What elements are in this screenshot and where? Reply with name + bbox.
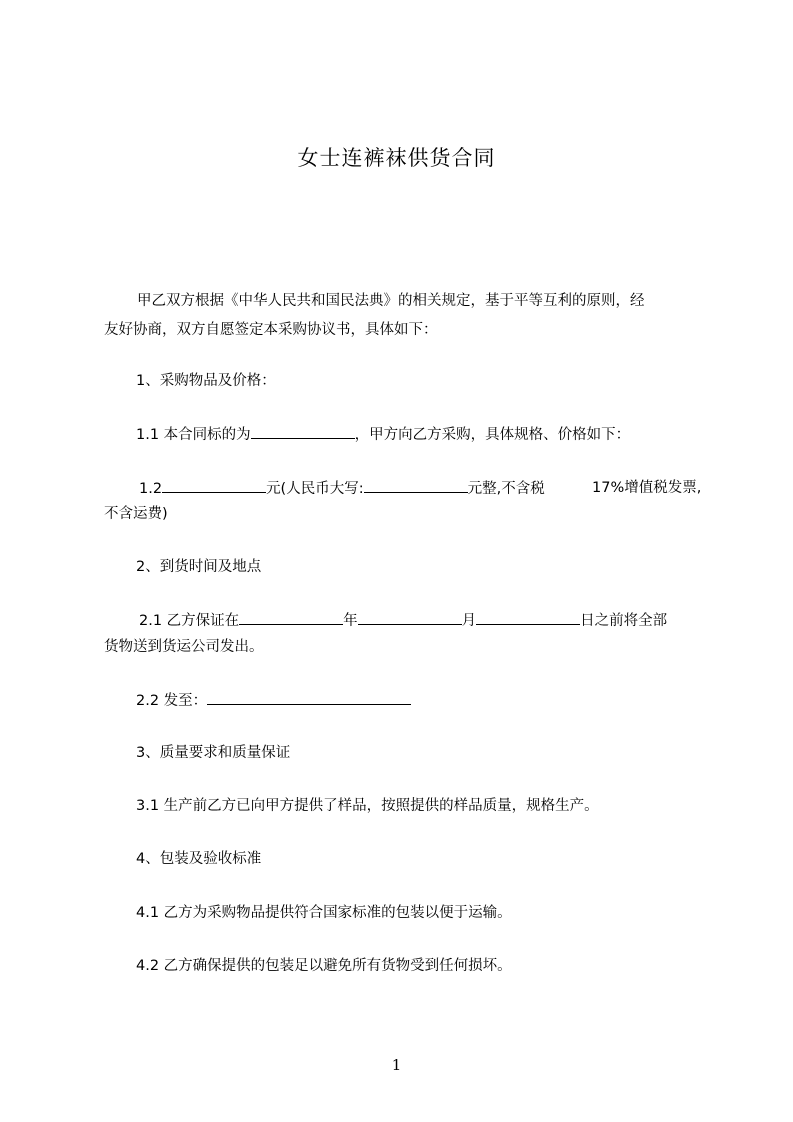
year-blank[interactable] (239, 610, 343, 625)
clause-2-1 (139, 610, 667, 631)
month-blank[interactable] (358, 610, 462, 625)
clause-1-1-suffix: ，甲方向乙方采购，具体规格、价格如下： (354, 427, 631, 443)
clause-1-2-mid1: 元(人民币大写: (266, 481, 364, 497)
destination-blank[interactable] (207, 690, 411, 705)
clause-3-1: 3.1 生产前乙方已向甲方提供了样品，按照提供的样品质量，规格生产。 (136, 798, 599, 814)
clause-2-2-prefix: 2.2 发至： (136, 693, 208, 709)
clause-2-2 (136, 690, 411, 711)
intro-line-2: 友好协商，双方自愿签定本采购协议书，具体如下： (104, 322, 438, 338)
amount-blank[interactable] (162, 478, 266, 493)
page-number: 1 (391, 1056, 402, 1074)
section-2-heading: 2、到货时间及地点 (136, 559, 262, 575)
clause-1-2-mid2: 元整,不含税 (467, 481, 545, 497)
clause-2-1-prefix: 2.1 乙方保证在 (139, 613, 240, 629)
section-4-heading: 4、包装及验收标准 (136, 851, 262, 867)
section-1-heading: 1、采购物品及价格： (136, 373, 276, 389)
clause-4-2: 4.2 乙方确保提供的包装足以避免所有货物受到任何损坏。 (136, 958, 512, 974)
amount-words-blank[interactable] (364, 478, 468, 493)
clause-1-1 (136, 424, 630, 445)
clause-2-1-line-2: 货物送到货运公司发出。 (104, 639, 264, 655)
section-3-heading: 3、质量要求和质量保证 (136, 745, 291, 761)
clause-1-2-prefix: 1.2 (139, 481, 163, 497)
intro-line-1: 甲乙双方根据《中华人民共和国民法典》的相关规定，基于平等互利的原则，经 (137, 293, 645, 309)
year-label: 年 (343, 613, 358, 629)
subject-blank[interactable] (251, 424, 355, 439)
clause-1-2-tax: 17%增值税发票, (592, 480, 702, 496)
day-blank[interactable] (476, 610, 580, 625)
clause-1-2-line-2: 不含运费) (104, 506, 168, 522)
document-title: 女士连裤袜供货合同 (297, 146, 496, 170)
clause-4-1: 4.1 乙方为采购物品提供符合国家标准的包装以便于运输。 (136, 905, 512, 921)
clause-1-2 (139, 478, 545, 499)
clause-2-1-suffix: 日之前将全部 (580, 613, 668, 629)
month-label: 月 (461, 613, 477, 629)
clause-1-1-prefix: 1.1 本合同标的为 (136, 427, 251, 443)
